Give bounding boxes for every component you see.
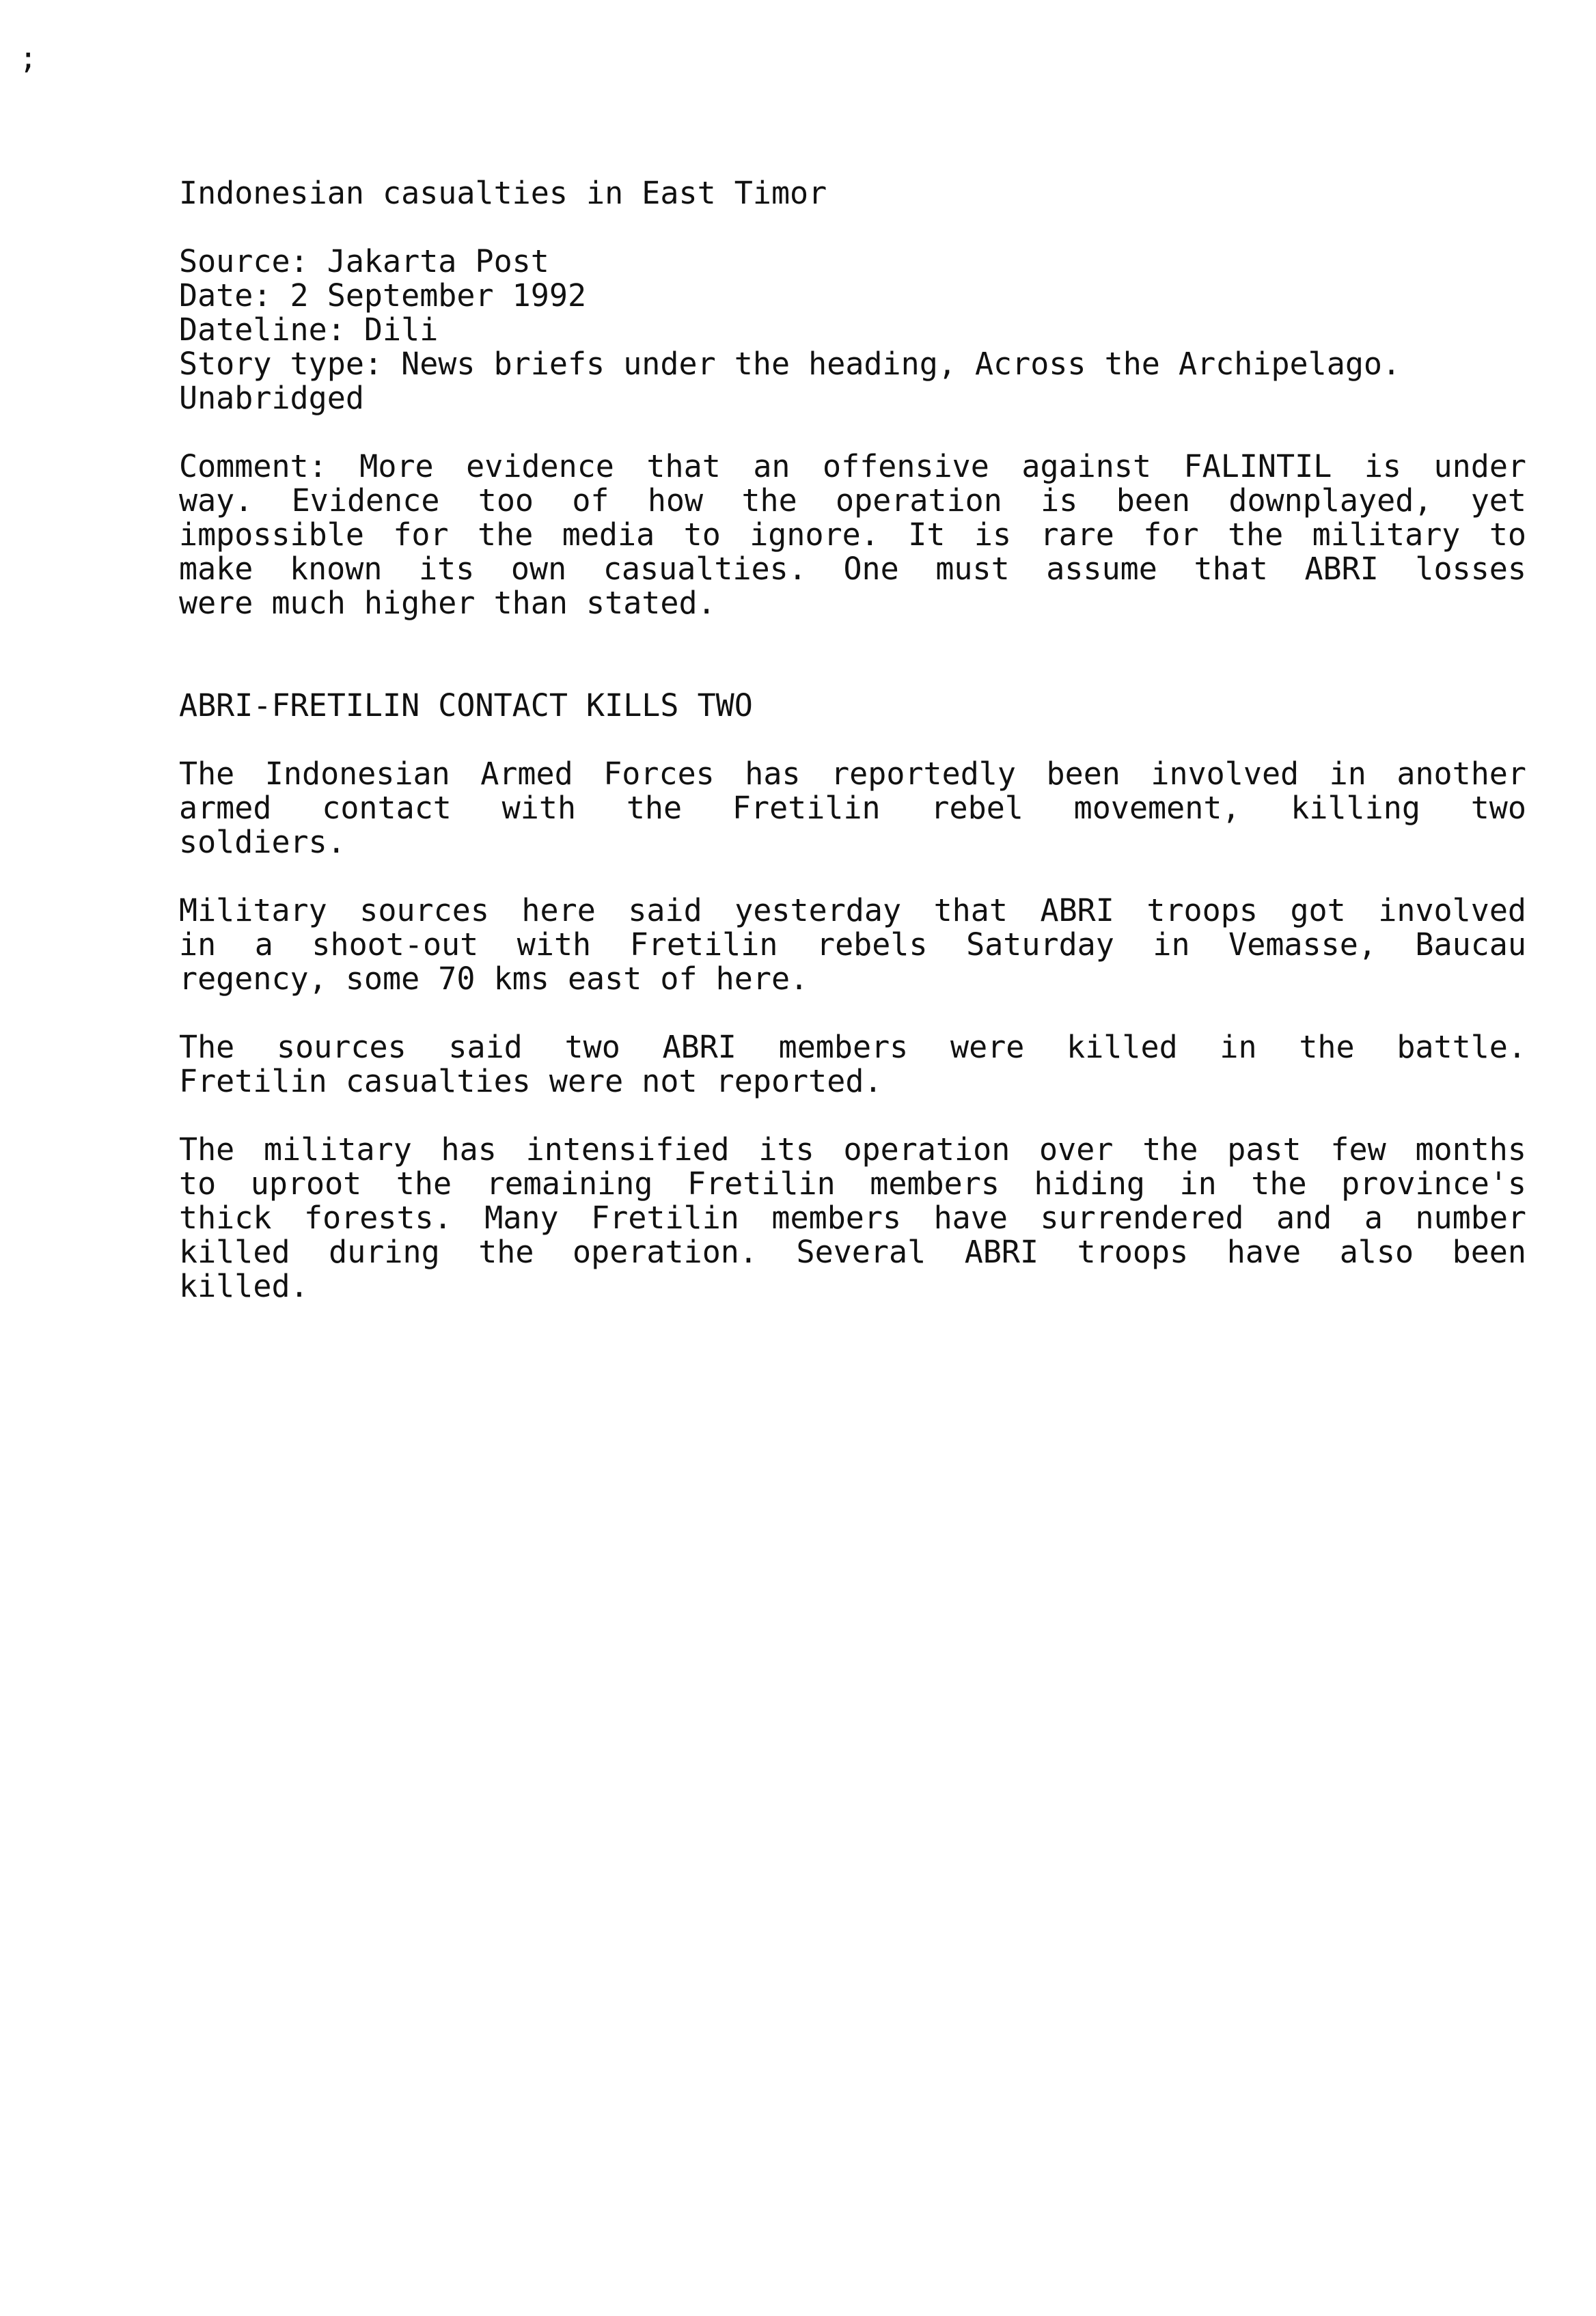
paragraph-line: thick forests. Many Fretilin members have surrendered and a number [179, 1200, 1526, 1236]
paragraph-line: The military has intensified its operation over the past few months [179, 1131, 1526, 1168]
story-type-line: Story type: News briefs under the heading, Across the Archipelago. [179, 346, 1401, 382]
paragraph-line: soldiers. [179, 824, 346, 860]
comment-line: were much higher than stated. [179, 585, 716, 621]
paragraph-line: killed during the operation. Several ABRI troops have also been [179, 1234, 1526, 1270]
comment-line: make known its own casualties. One must assume that ABRI losses [179, 551, 1526, 587]
paragraph-line: in a shoot-out with Fretilin rebels Saturday in Vemasse, Baucau [179, 926, 1526, 963]
article-headline: ABRI-FRETILIN CONTACT KILLS TWO [179, 687, 753, 723]
paragraph-line: Military sources here said yesterday that ABRI troops got involved [179, 892, 1526, 928]
comment-line: Comment: More evidence that an offensive against FALINTIL is under [179, 448, 1526, 484]
paragraph-line: The sources said two ABRI members were killed in the battle. [179, 1029, 1526, 1065]
date-line: Date: 2 September 1992 [179, 277, 587, 314]
margin-mark: ; [19, 41, 38, 76]
paragraph-line: killed. [179, 1268, 309, 1304]
paragraph-line: to uproot the remaining Fretilin members hiding in the province's [179, 1166, 1526, 1202]
document-body [179, 176, 1526, 1304]
comment-block [179, 450, 1526, 620]
metadata-block [179, 245, 1526, 415]
paragraph-line: armed contact with the Fretilin rebel movement, killing two [179, 790, 1526, 826]
article-paragraph [179, 1133, 1526, 1304]
comment-line: impossible for the media to ignore. It is rare for the military to [179, 516, 1526, 553]
comment-line: way. Evidence too of how the operation is been downplayed, yet [179, 482, 1526, 519]
source-line: Source: Jakarta Post [179, 243, 549, 279]
article-paragraph [179, 894, 1526, 996]
paragraph-line: Fretilin casualties were not reported. [179, 1063, 883, 1099]
article-paragraph [179, 1030, 1526, 1099]
document-title: Indonesian casualties in East Timor [179, 175, 827, 211]
paragraph-line: regency, some 70 kms east of here. [179, 961, 809, 997]
dateline-line: Dateline: Dili [179, 312, 439, 348]
article-paragraph [179, 757, 1526, 859]
paragraph-line: The Indonesian Armed Forces has reportedly been involved in another [179, 756, 1526, 792]
abridged-line: Unabridged [179, 380, 364, 416]
